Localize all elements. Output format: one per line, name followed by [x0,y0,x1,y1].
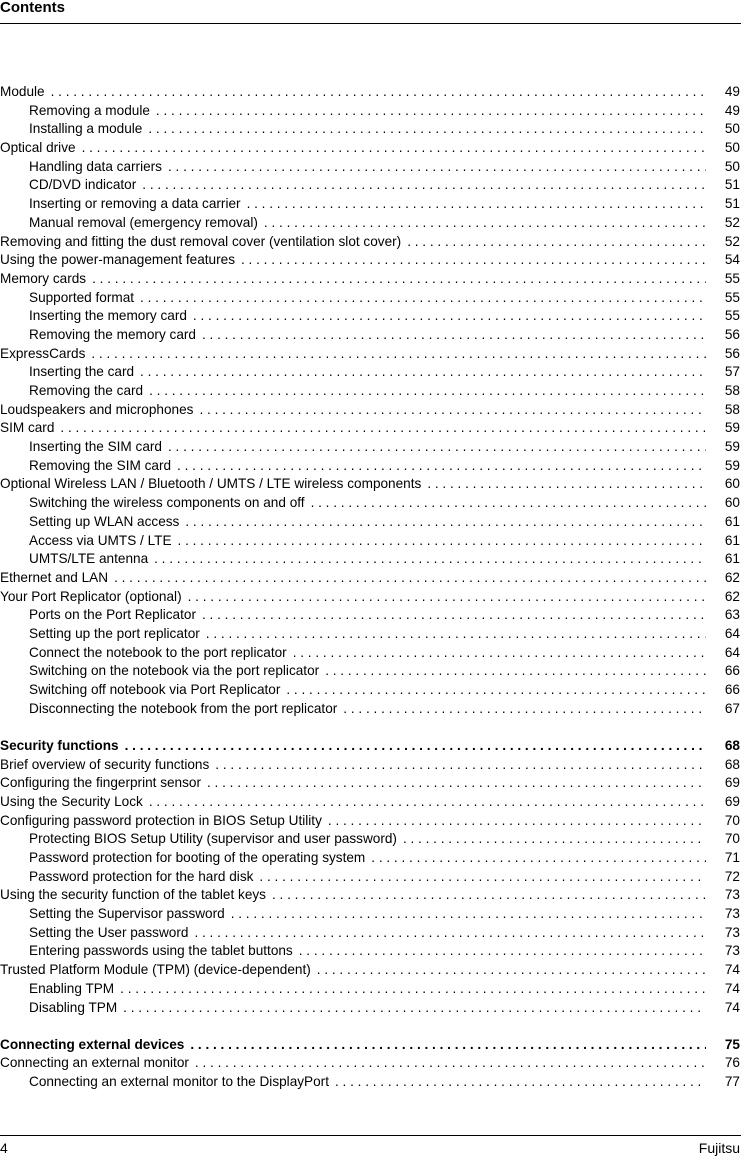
toc-entry[interactable] [0,494,741,513]
dot-leader [168,158,706,177]
toc-entry-title: Using the security function of the tablet keys [0,886,266,905]
dot-leader [60,419,706,438]
toc-entry-title: Connecting an external monitor [0,1054,189,1073]
toc-entry[interactable] [0,214,741,233]
toc-entry-page: 59 [724,420,740,436]
toc-entry[interactable] [0,251,741,270]
toc-entry[interactable] [0,513,741,532]
toc-entry[interactable] [0,588,741,607]
dot-leader [328,812,706,831]
toc-entry[interactable] [0,793,741,812]
toc-entry[interactable] [0,756,741,775]
toc-entry[interactable] [0,382,741,401]
toc-entry-page: 52 [724,214,740,230]
page-header-title: Contents [0,0,65,16]
toc-entry-page: 56 [724,345,740,361]
toc-entry-title: Removing the memory card [29,326,196,345]
toc-entry-page: 58 [724,401,740,417]
toc-entry-title: Setting up the port replicator [29,625,200,644]
toc-entry-title: SIM card [0,419,54,438]
toc-entry-page: 50 [724,158,740,174]
dot-leader [403,830,706,849]
toc-entry-page: 70 [724,831,740,847]
dot-leader [202,606,706,625]
toc-entry-page: 75 [724,1036,740,1052]
footer-divider [0,1135,741,1136]
dot-leader [140,363,706,382]
toc-entry-page: 74 [724,980,740,996]
toc-entry-title: Memory cards [0,270,86,289]
toc-entry[interactable] [0,363,741,382]
dot-leader [247,195,706,214]
dot-leader [335,1073,706,1092]
toc-entry-title: Module [0,83,45,102]
toc-entry[interactable] [0,830,741,849]
toc-entry[interactable] [0,532,741,551]
dot-leader [407,233,706,252]
dot-leader [194,924,706,943]
table-of-contents [0,83,741,1092]
toc-entry[interactable] [0,289,741,308]
toc-entry-page: 55 [724,270,740,286]
toc-entry[interactable] [0,438,741,457]
toc-entry-page: 69 [724,793,740,809]
toc-entry-title: UMTS/LTE antenna [29,550,148,569]
dot-leader [51,83,706,102]
dot-leader [92,270,706,289]
dot-leader [91,345,706,364]
toc-entry-page: 73 [724,887,740,903]
toc-entry[interactable] [0,886,741,905]
toc-entry-title: Connect the notebook to the port replicator [29,644,287,663]
toc-entry-page: 76 [724,1055,740,1071]
toc-entry-title: Supported format [29,289,134,308]
dot-leader [185,513,706,532]
dot-leader [149,382,706,401]
toc-entry[interactable] [0,326,741,345]
toc-entry[interactable] [0,158,741,177]
dot-leader [154,550,706,569]
dot-leader [114,569,706,588]
toc-entry-title: Inserting or removing a data carrier [29,195,241,214]
toc-entry-page: 60 [724,495,740,511]
toc-entry-title: Disconnecting the notebook from the port replicator [29,700,337,719]
toc-chapter-entry[interactable] [0,737,741,756]
toc-entry[interactable] [0,999,741,1018]
toc-entry[interactable] [0,980,741,999]
toc-entry-page: 58 [724,383,740,398]
toc-entry[interactable] [0,419,741,438]
toc-entry-page: 68 [724,756,740,772]
toc-entry-page: 51 [724,196,740,212]
toc-entry-page: 57 [724,364,740,380]
toc-entry-title: Removing the card [29,382,143,401]
toc-entry[interactable] [0,83,741,102]
toc-entry-page: 62 [724,588,740,604]
toc-entry-title: Connecting an external monitor to the DisplayPort [29,1073,329,1092]
toc-entry-title: Enabling TPM [29,980,114,999]
dot-leader [371,849,706,868]
footer-publisher: Fujitsu [698,1140,740,1156]
toc-entry-page: 59 [724,457,740,473]
toc-entry-title: Password protection for booting of the operating system [29,849,365,868]
dot-leader [202,326,706,345]
toc-entry-page: 59 [724,439,740,455]
dot-leader [241,251,706,270]
toc-entry[interactable] [0,625,741,644]
toc-entry-page: 51 [724,177,740,193]
dot-leader [156,102,706,121]
toc-entry[interactable] [0,195,741,214]
toc-entry-title: Inserting the card [29,363,134,382]
toc-entry-page: 49 [724,84,740,99]
toc-entry-page: 61 [724,532,740,548]
dot-leader [272,886,706,905]
dot-leader [149,793,706,812]
dot-leader [123,999,706,1018]
toc-entry-page: 71 [724,850,740,865]
toc-entry-title: Your Port Replicator (optional) [0,588,182,607]
dot-leader [299,942,706,961]
toc-entry[interactable] [0,905,741,924]
toc-entry-title: Installing a module [29,120,142,139]
toc-entry-page: 73 [724,943,740,959]
dot-leader [188,588,706,607]
toc-entry[interactable] [0,569,741,588]
toc-entry-title: Access via UMTS / LTE [29,532,172,551]
dot-leader [207,774,706,793]
toc-entry-title: Switching on the notebook via the port replicator [29,662,319,681]
dot-leader [177,457,706,476]
toc-entry-page: 74 [724,999,740,1015]
toc-entry[interactable] [0,812,741,831]
dot-leader [215,756,706,775]
dot-leader [317,961,706,980]
dot-leader [343,700,706,719]
toc-entry[interactable] [0,961,741,980]
toc-entry-page: 67 [724,700,740,716]
toc-entry-title: Setting the Supervisor password [29,905,225,924]
toc-entry-title: Entering passwords using the tablet buttons [29,942,293,961]
toc-entry-title: Protecting BIOS Setup Utility (supervisor and user password) [29,830,397,849]
toc-entry-page: 66 [724,663,740,679]
toc-entry[interactable] [0,924,741,943]
toc-entry-page: 72 [724,868,740,884]
toc-entry[interactable] [0,550,741,569]
toc-entry-title: Optional Wireless LAN / Bluetooth / UMTS / LTE wireless components [0,475,421,494]
toc-entry-title: Switching the wireless components on and off [29,494,305,513]
footer-page-number: 4 [0,1140,8,1156]
dot-leader [311,494,706,513]
toc-entry-title: Disabling TPM [29,999,117,1018]
dot-leader [264,214,706,233]
toc-entry-title: ExpressCards [0,345,85,364]
toc-entry[interactable] [0,868,741,887]
toc-entry-title: Configuring password protection in BIOS Setup Utility [0,812,322,831]
toc-entry-page: 50 [724,121,740,137]
toc-entry[interactable] [0,102,741,121]
dot-leader [206,625,706,644]
toc-entry-page: 73 [724,906,740,922]
dot-leader [82,139,706,158]
toc-entry-title: Removing the SIM card [29,457,171,476]
toc-entry-page: 61 [724,551,740,567]
toc-entry-page: 64 [724,625,740,641]
toc-entry-page: 55 [724,289,740,305]
toc-entry[interactable] [0,176,741,195]
toc-entry[interactable] [0,345,741,364]
toc-entry[interactable] [0,662,741,681]
toc-entry-page: 64 [724,644,740,660]
toc-entry-title: Setting the User password [29,924,188,943]
dot-leader [325,662,706,681]
toc-entry[interactable] [0,644,741,663]
dot-leader [231,905,706,924]
toc-entry-title: CD/DVD indicator [29,176,136,195]
dot-leader [120,980,706,999]
toc-entry-title: Configuring the fingerprint sensor [0,774,201,793]
toc-entry[interactable] [0,942,741,961]
toc-entry-page: 55 [724,308,740,324]
toc-entry-page: 61 [724,513,740,529]
toc-entry-title: Manual removal (emergency removal) [29,214,258,233]
dot-leader [199,401,706,420]
dot-leader [140,289,706,308]
dot-leader [193,307,706,326]
toc-entry-page: 63 [724,607,740,623]
toc-entry[interactable] [0,700,741,719]
toc-entry-page: 74 [724,962,740,978]
dot-leader [286,681,706,700]
toc-entry-title: Ethernet and LAN [0,569,108,588]
toc-entry-page: 52 [724,233,740,249]
toc-entry[interactable] [0,774,741,793]
dot-leader [427,475,706,494]
toc-entry-title: Using the power-management features [0,251,235,270]
dot-leader [168,438,706,457]
toc-entry-page: 54 [724,252,740,268]
toc-entry-title: Password protection for the hard disk [29,868,253,887]
dot-leader [190,1036,706,1055]
toc-entry[interactable] [0,401,741,420]
dot-leader [148,120,706,139]
dot-leader [195,1054,706,1073]
dot-leader [259,868,706,887]
toc-entry-page: 56 [724,326,740,342]
toc-entry-title: Ports on the Port Replicator [29,606,196,625]
toc-entry-title: Using the Security Lock [0,793,143,812]
toc-entry-title: Inserting the SIM card [29,438,162,457]
toc-entry-title: Loudspeakers and microphones [0,401,193,420]
toc-entry-page: 50 [724,140,740,156]
toc-entry-title: Trusted Platform Module (TPM) (device-dependent) [0,961,311,980]
toc-entry[interactable] [0,475,741,494]
dot-leader [125,737,706,756]
toc-entry-page: 62 [724,569,740,585]
toc-entry[interactable] [0,606,741,625]
toc-entry-title: Optical drive [0,139,76,158]
toc-chapter-entry[interactable] [0,1036,741,1055]
dot-leader [142,176,706,195]
toc-entry-title: Handling data carriers [29,158,162,177]
toc-entry-title: Removing and fitting the dust removal cover (ventilation slot cover) [0,233,401,252]
toc-entry-title: Removing a module [29,102,150,121]
toc-entry[interactable] [0,120,741,139]
toc-entry-title: Brief overview of security functions [0,756,209,775]
toc-entry[interactable] [0,139,741,158]
toc-entry[interactable] [0,849,741,868]
dot-leader [293,644,706,663]
toc-entry-page: 49 [724,102,740,118]
toc-entry-title: Connecting external devices [0,1036,184,1055]
toc-entry-page: 70 [724,812,740,828]
toc-entry[interactable] [0,307,741,326]
toc-entry-page: 66 [724,682,740,697]
toc-entry[interactable] [0,270,741,289]
toc-entry-page: 73 [724,924,740,940]
toc-entry-page: 60 [724,476,740,492]
toc-entry[interactable] [0,457,741,476]
toc-entry-page: 69 [724,775,740,791]
toc-entry-page: 77 [724,1074,740,1090]
toc-entry-title: Inserting the memory card [29,307,187,326]
toc-entry[interactable] [0,1054,741,1073]
toc-entry-title: Setting up WLAN access [29,513,179,532]
toc-entry[interactable] [0,681,741,700]
toc-entry-title: Security functions [0,737,119,756]
toc-entry[interactable] [0,1073,741,1092]
toc-entry-page: 68 [724,737,740,753]
toc-entry[interactable] [0,233,741,252]
header-divider [0,23,741,24]
dot-leader [178,532,706,551]
toc-entry-title: Switching off notebook via Port Replicator [29,681,280,700]
